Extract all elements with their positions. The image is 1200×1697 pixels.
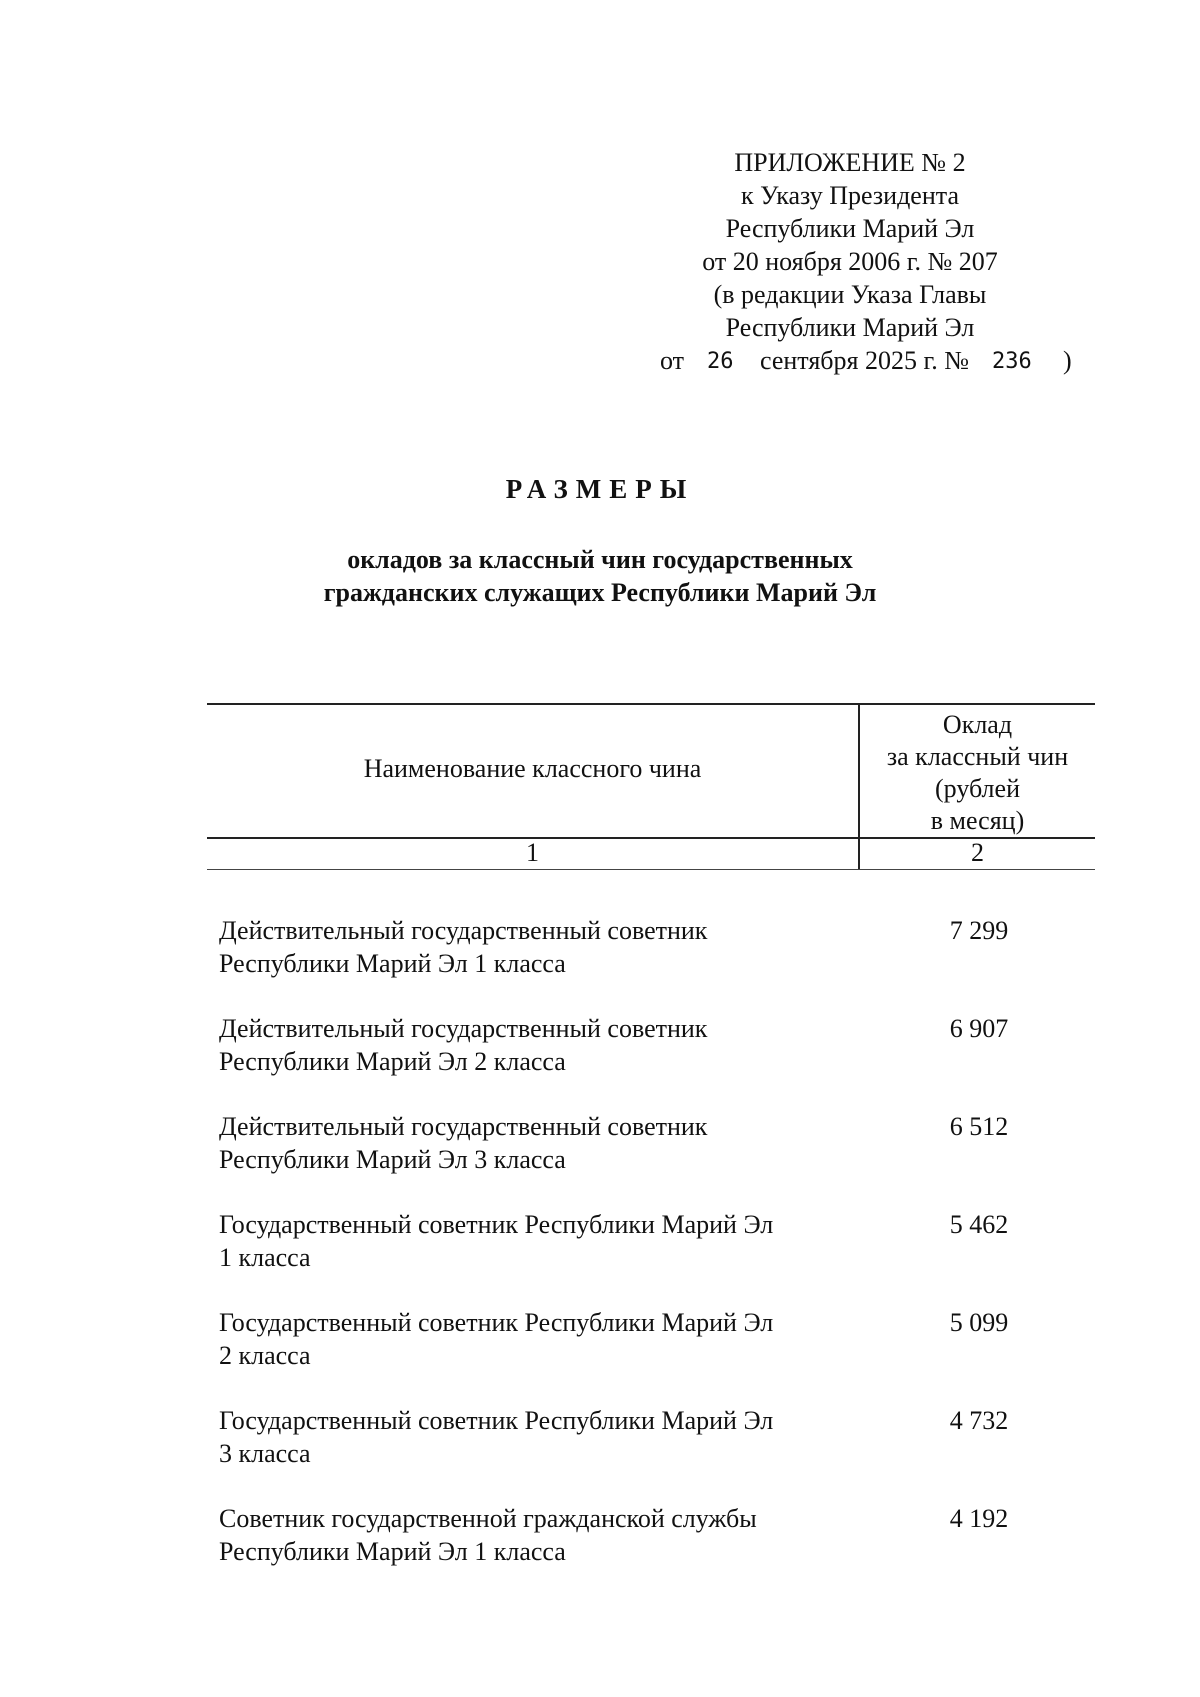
appendix-line-revision: (в редакции Указа Главы [713, 280, 987, 309]
salary-value: 5 462 [949, 1210, 1009, 1239]
revision-date-line [640, 344, 1072, 377]
subtitle-line-1: окладов за классный чин государственных [347, 545, 853, 574]
table-row [219, 1208, 1099, 1278]
salary-value: 5 099 [949, 1308, 1009, 1337]
numbering-divider [207, 869, 1095, 870]
table-row [219, 1110, 1099, 1180]
table-row [219, 1012, 1099, 1082]
rank-name: Действительный государственный советник Республики Марий Эл 1 класса [219, 916, 708, 978]
rank-name: Государственный советник Республики Марий Эл 3 класса [219, 1406, 774, 1468]
document-subtitle [0, 543, 1200, 609]
table-row [219, 1306, 1099, 1376]
rank-name: Государственный советник Республики Марий Эл 2 класса [219, 1308, 774, 1370]
rank-name: Действительный государственный советник Республики Марий Эл 2 класса [219, 1014, 708, 1076]
appendix-line-republic: Республики Марий Эл [725, 214, 975, 243]
document-title: РАЗМЕРЫ [505, 474, 695, 504]
subtitle-line-2: гражданских служащих Республики Марий Эл [323, 578, 877, 607]
date-day: 26 [707, 349, 734, 374]
table-row [219, 914, 1099, 984]
date-prefix: от [660, 346, 685, 375]
table-header [207, 703, 1095, 868]
table-row [219, 1404, 1099, 1474]
date-close-paren: ) [1063, 346, 1072, 375]
rank-name: Государственный советник Республики Марий Эл 1 класса [219, 1210, 774, 1272]
decree-number: 236 [992, 349, 1032, 374]
salary-value: 4 732 [949, 1406, 1009, 1435]
appendix-line-decree: к Указу Президента [741, 181, 959, 210]
appendix-header [640, 146, 1072, 377]
column-number-2: 2 [971, 838, 984, 867]
salary-value: 6 907 [949, 1014, 1009, 1043]
salary-value: 4 192 [949, 1504, 1009, 1533]
column-header-salary: Оклад за классный чин (рублей в месяц) [886, 710, 1069, 835]
column-number-1: 1 [526, 838, 539, 867]
date-month-year: сентября 2025 г. № [760, 346, 970, 375]
appendix-line-decree-date: от 20 ноября 2006 г. № 207 [702, 247, 998, 276]
appendix-line-republic-2: Республики Марий Эл [725, 313, 975, 342]
rank-name: Советник государственной гражданской службы Республики Марий Эл 1 класса [219, 1504, 757, 1566]
column-header-rank-name: Наименование классного чина [363, 754, 702, 783]
table-row [219, 1502, 1099, 1572]
salary-value: 7 299 [949, 916, 1009, 945]
rank-name: Действительный государственный советник Республики Марий Эл 3 класса [219, 1112, 708, 1174]
appendix-title: ПРИЛОЖЕНИЕ № 2 [734, 148, 966, 177]
salary-value: 6 512 [949, 1112, 1009, 1141]
